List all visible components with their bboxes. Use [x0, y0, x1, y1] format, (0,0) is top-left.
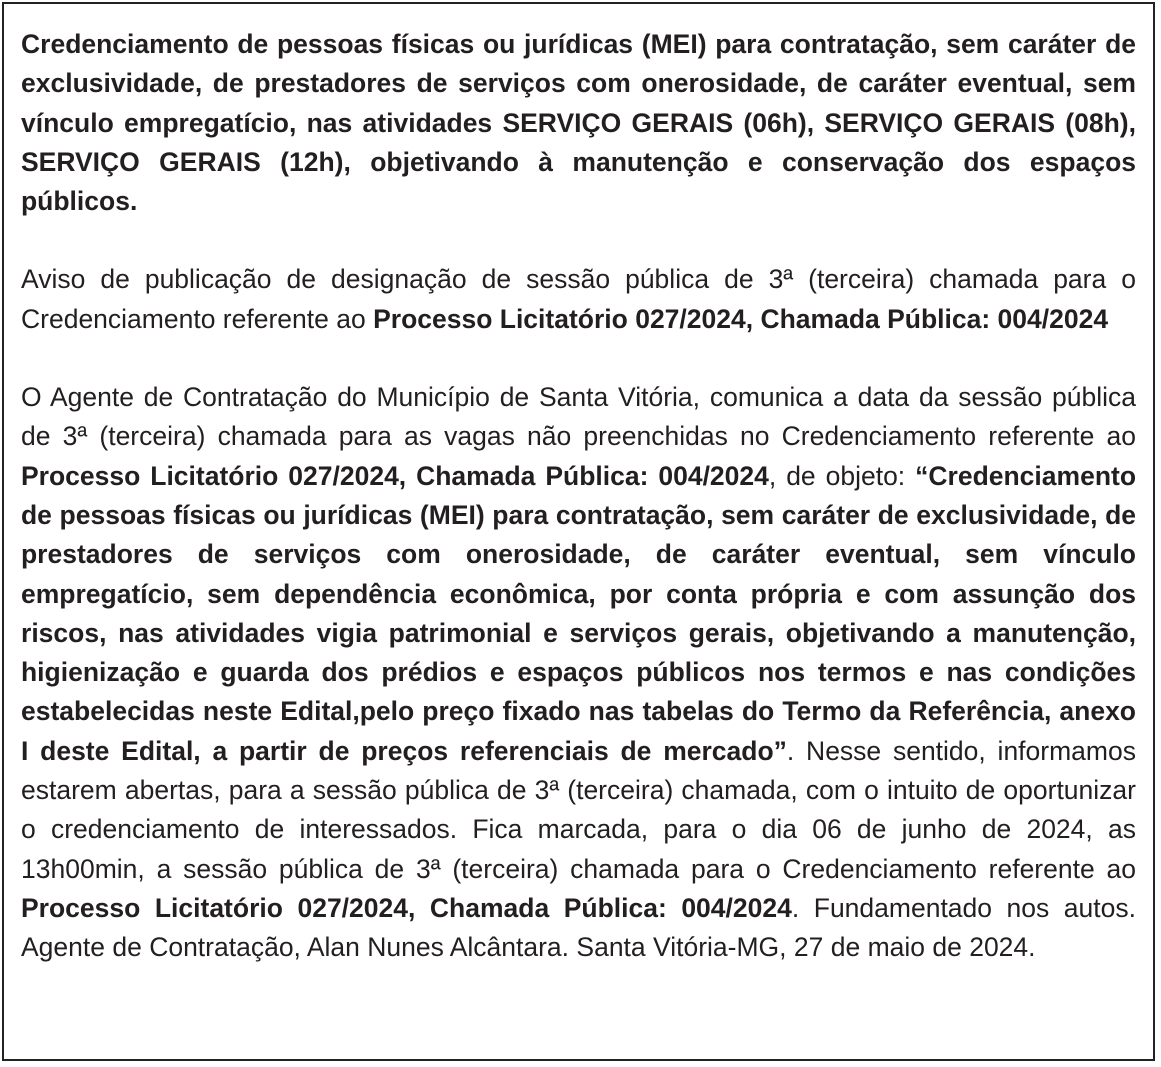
notice-heading: [21, 25, 1136, 221]
paragraph-spacer: [21, 221, 1136, 260]
notice-box: [2, 2, 1155, 1061]
paragraph-spacer: [21, 339, 1136, 378]
aviso-process-reference: Processo Licitatório 027/2024, Chamada Pública: 004/2024: [373, 303, 1109, 334]
body-middle: . Nesse sentido, informamos estarem abertas, para a sessão pública de 3ª (terceira) chamada, com o intuito de oportunizar o credenciamento de interessados. Fica marcada, para o dia 06 de junho de 2024, as 13h00min, a sessão pública de 3ª (terceira) chamada para o Credenciamento referente ao: [21, 735, 1136, 884]
body-process-reference: Processo Licitatório 027/2024, Chamada Pública: 004/2024: [21, 460, 769, 491]
notice-heading-text: Credenciamento de pessoas físicas ou jurídicas (MEI) para contratação, sem caráter de exclusividade, de prestadores de serviços com onerosidade, de caráter eventual, sem vínculo empregatício, nas atividades SERVIÇO GERAIS (06h), SERVIÇO GERAIS (08h), SERVIÇO GERAIS (12h), objetivando à manutenção e conservação dos espaços públicos.: [21, 29, 1136, 217]
body-process-reference-second: Processo Licitatório 027/2024, Chamada Pública: 004/2024: [21, 892, 792, 923]
body-closing: . Fundamentado nos autos. Agente de Contratação, Alan Nunes Alcântara. Santa Vitória-MG, 27 de maio de 2024.: [21, 892, 1137, 963]
aviso-text: Aviso de publicação de designação de sessão pública de 3ª (terceira) chamada para o Credenciamento referente ao: [21, 264, 1136, 334]
body-intro: O Agente de Contratação do Município de Santa Vitória, comunica a data da sessão pública de 3ª (terceira) chamada para as vagas não preenchidas no Credenciamento referente ao: [21, 382, 1136, 452]
body-object-description: “Credenciamento de pessoas físicas ou jurídicas (MEI) para contratação, sem caráter de exclusividade, de prestadores de serviços com onerosidade, de caráter eventual, sem vínculo empregatício, sem dependência econômica, por conta própria e com assunção dos riscos, nas atividades vigia patrimonial e serviços gerais, objetivando a manutenção, higienização e guarda dos prédios e espaços públicos nos termos e nas condições estabelecidas neste Edital,pelo preço fixado nas tabelas do Termo da Referência, anexo I deste Edital, a partir de preços referenciais de mercado”: [21, 460, 1137, 766]
aviso-paragraph: [21, 260, 1136, 339]
body-after-process: , de objeto:: [768, 460, 916, 491]
body-paragraph: [21, 378, 1136, 967]
